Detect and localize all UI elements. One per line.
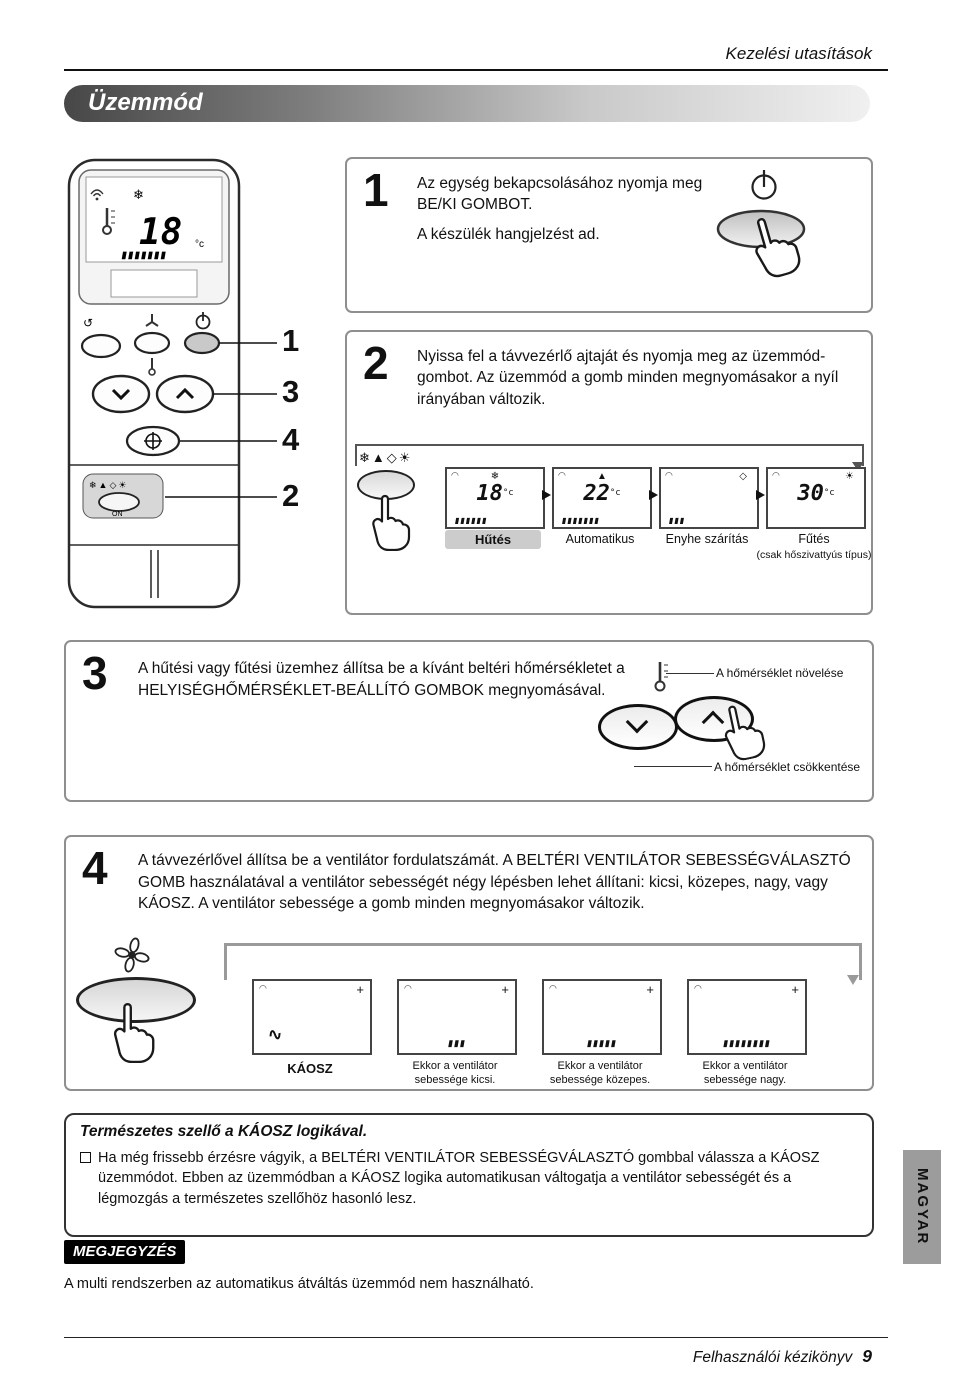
page-header: Kezelési utasítások [725,44,872,63]
onoff-button [185,333,219,353]
dry-icon: ◇ [739,471,747,482]
remote-control-illustration [55,150,290,615]
swing-button [82,335,120,357]
checkbox-bullet-icon [80,1152,91,1163]
signal-icon: ◠ [404,983,412,993]
step-4-number: 4 [82,842,108,894]
display-temperature: 18 [139,212,183,253]
display-temperature: $30^{^\circ c}$ [797,481,835,506]
mode-icons: ❄▲◇☀ [89,480,129,490]
step-3-box [64,640,874,802]
step-4-text: A távvezérlővel állítsa be a ventilátor fordulatszámát. A BELTÉRI VENTILÁTOR SEBESSÉGVÁLASZTÓ GOMB használatával a ventilátor sebességét négy lépésben lehet állítani: kicsi, közepes, nagy, vagy KÁOSZ. A ventilátor sebessége a gomb minden megnyomásakor változik. [138,852,851,913]
swing-icon: ↺ [83,316,94,330]
thermometer-icon [652,658,672,694]
step-3-text: A hűtési vagy fűtési üzemhez állítsa be a kívánt beltéri hőmérsékletet a HELYISÉGHŐMÉRSÉKLET-BEÁLLÍTÓ GOMBOK megnyomásával. [138,660,625,699]
fan-speed-button [135,333,169,353]
language-tab: MAGYAR [903,1150,941,1264]
signal-icon: ◠ [558,470,566,480]
display-chaos [252,979,372,1055]
temp-down-button [93,376,149,412]
fan-bars: ▮▮▮ [447,1038,467,1048]
arrow-right-icon [756,490,765,500]
label-connector-line [666,673,714,674]
hand-pointer-icon [369,493,413,551]
hand-pointer-icon [110,1001,158,1063]
on-label: ON [112,511,123,518]
display-fan-low [397,979,517,1055]
hand-pointer-icon [715,698,770,764]
fan-bars: ▮▮▮ [668,516,687,525]
footer-divider [64,1337,888,1338]
mode-cycle-bracket [355,444,864,466]
display-cooling [445,467,545,529]
fan-icon [112,935,152,975]
plus-icon: + [791,982,799,997]
display-auto [552,467,652,529]
plus-icon: + [356,982,364,997]
display-fan-bars: ▮▮▮▮▮▮▮ [120,250,168,261]
mode-label-dry: Enyhe szárítás [665,532,749,546]
note-tag: MEGJEGYZÉS [64,1240,185,1264]
temp-increase-label: A hőmérséklet növelése [716,666,844,680]
signal-icon: ◠ [772,470,780,480]
display-unit: °c [195,239,204,250]
mode-label-heating: Fűtés [798,532,830,546]
note-tag-text: A multi rendszerben az automatikus átváltás üzemmód nem használható. [64,1276,534,1292]
step-3-number: 3 [82,647,108,699]
chaos-note-box [64,1113,874,1237]
signal-icon: ◠ [694,983,702,993]
page-number: 9 [862,1346,872,1366]
plus-icon: + [646,982,654,997]
callout-number-1: 1 [282,323,300,358]
temp-decrease-label: A hőmérséklet csökkentése [714,760,861,774]
step-1-box [345,157,873,313]
signal-icon: ◠ [665,470,673,480]
cooling-icon: ❄ [490,471,500,482]
step-1-text [417,173,717,253]
callout-number-3: 3 [282,374,300,409]
temp-up-button [157,376,213,412]
arrow-right-icon [649,490,658,500]
plus-icon: + [501,982,509,997]
remote-secondary-display [111,270,197,297]
section-title-bar [64,85,870,122]
header-divider [64,69,888,71]
signal-icon: ◠ [549,983,557,993]
mode-label-cooling: Hűtés [445,530,541,549]
step-4-box [64,835,874,1091]
callout-number-4: 4 [282,422,300,457]
fan-medium-caption: Ekkor a ventilátor sebessége közepes. [549,1060,651,1087]
fan-cycle-bracket [224,943,862,980]
heating-icon: ☀ [845,471,854,482]
display-fan-medium [542,979,662,1055]
display-temperature: $18^{^\circ c}$ [476,481,514,506]
fan-bars: ▮▮▮▮▮▮ [454,516,489,525]
step-2-number: 2 [363,337,389,389]
fan-bars: ▮▮▮▮▮▮▮▮ [722,1038,772,1048]
auto-icon: ▲ [597,471,607,482]
fan-bars: ▮▮▮▮▮ [586,1038,618,1048]
display-temperature: $22^{^\circ c}$ [583,481,621,506]
section-title: Üzemmód [88,89,203,116]
step-2-box [345,330,873,615]
step-1-line-1: Az egység bekapcsolásához nyomja meg BE/KI GOMBOT. [417,175,703,214]
power-icon [753,170,776,199]
signal-icon: ◠ [259,983,267,993]
display-heating [766,467,866,529]
mode-sublabel-heating: (csak hőszivattyús típus) [756,549,872,561]
callout-number-2: 2 [282,478,300,513]
power-button-illustration [709,161,859,307]
chaos-label: KÁOSZ [287,1061,333,1076]
step-1-line-2: A készülék hangjelzést ad. [417,225,600,243]
fan-bars: ▮▮▮▮▮▮▮ [561,516,601,525]
display-fan-high [687,979,807,1055]
step-1-number: 1 [363,164,389,216]
chevron-down-icon [626,711,649,734]
step-2-text: Nyissa fel a távvezérlő ajtaját és nyomja meg az üzemmód-gombot. Az üzemmód a gomb minden megnyomásakor a nyíl irányában változik. [417,348,839,408]
label-connector-line [634,766,712,767]
footer [693,1346,872,1367]
note-text: Ha még frissebb érzésre vágyik, a BELTÉRI VENTILÁTOR SEBESSÉGVÁLASZTÓ gombbal válassza a KÁOSZ üzemmódot. Ebben az üzemmódban a KÁOSZ logika automatikusan váltogatja a ventilátor sebességét és a légmozgás a természetes szellőhöz hasonló lesz. [98,1150,820,1207]
temp-down-button [598,704,678,750]
chaos-icon: ∿ [266,1024,284,1045]
fan-low-caption: Ekkor a ventilátor sebessége kicsi. [412,1060,498,1087]
fan-high-caption: Ekkor a ventilátor sebessége nagy. [702,1060,788,1087]
note-title: Természetes szellő a KÁOSZ logikával. [80,1123,368,1140]
signal-icon: ◠ [451,470,459,480]
display-dry [659,467,759,529]
mode-icons: ❄▲◇☀ [359,450,413,465]
footer-label: Felhasználói kézikönyv [692,1349,853,1366]
cycle-arrowhead-icon [847,975,859,985]
mode-button [99,493,139,511]
snowflake-icon: ❄ [133,187,144,202]
mode-label-auto: Automatikus [565,532,635,546]
arrow-right-icon [542,490,551,500]
